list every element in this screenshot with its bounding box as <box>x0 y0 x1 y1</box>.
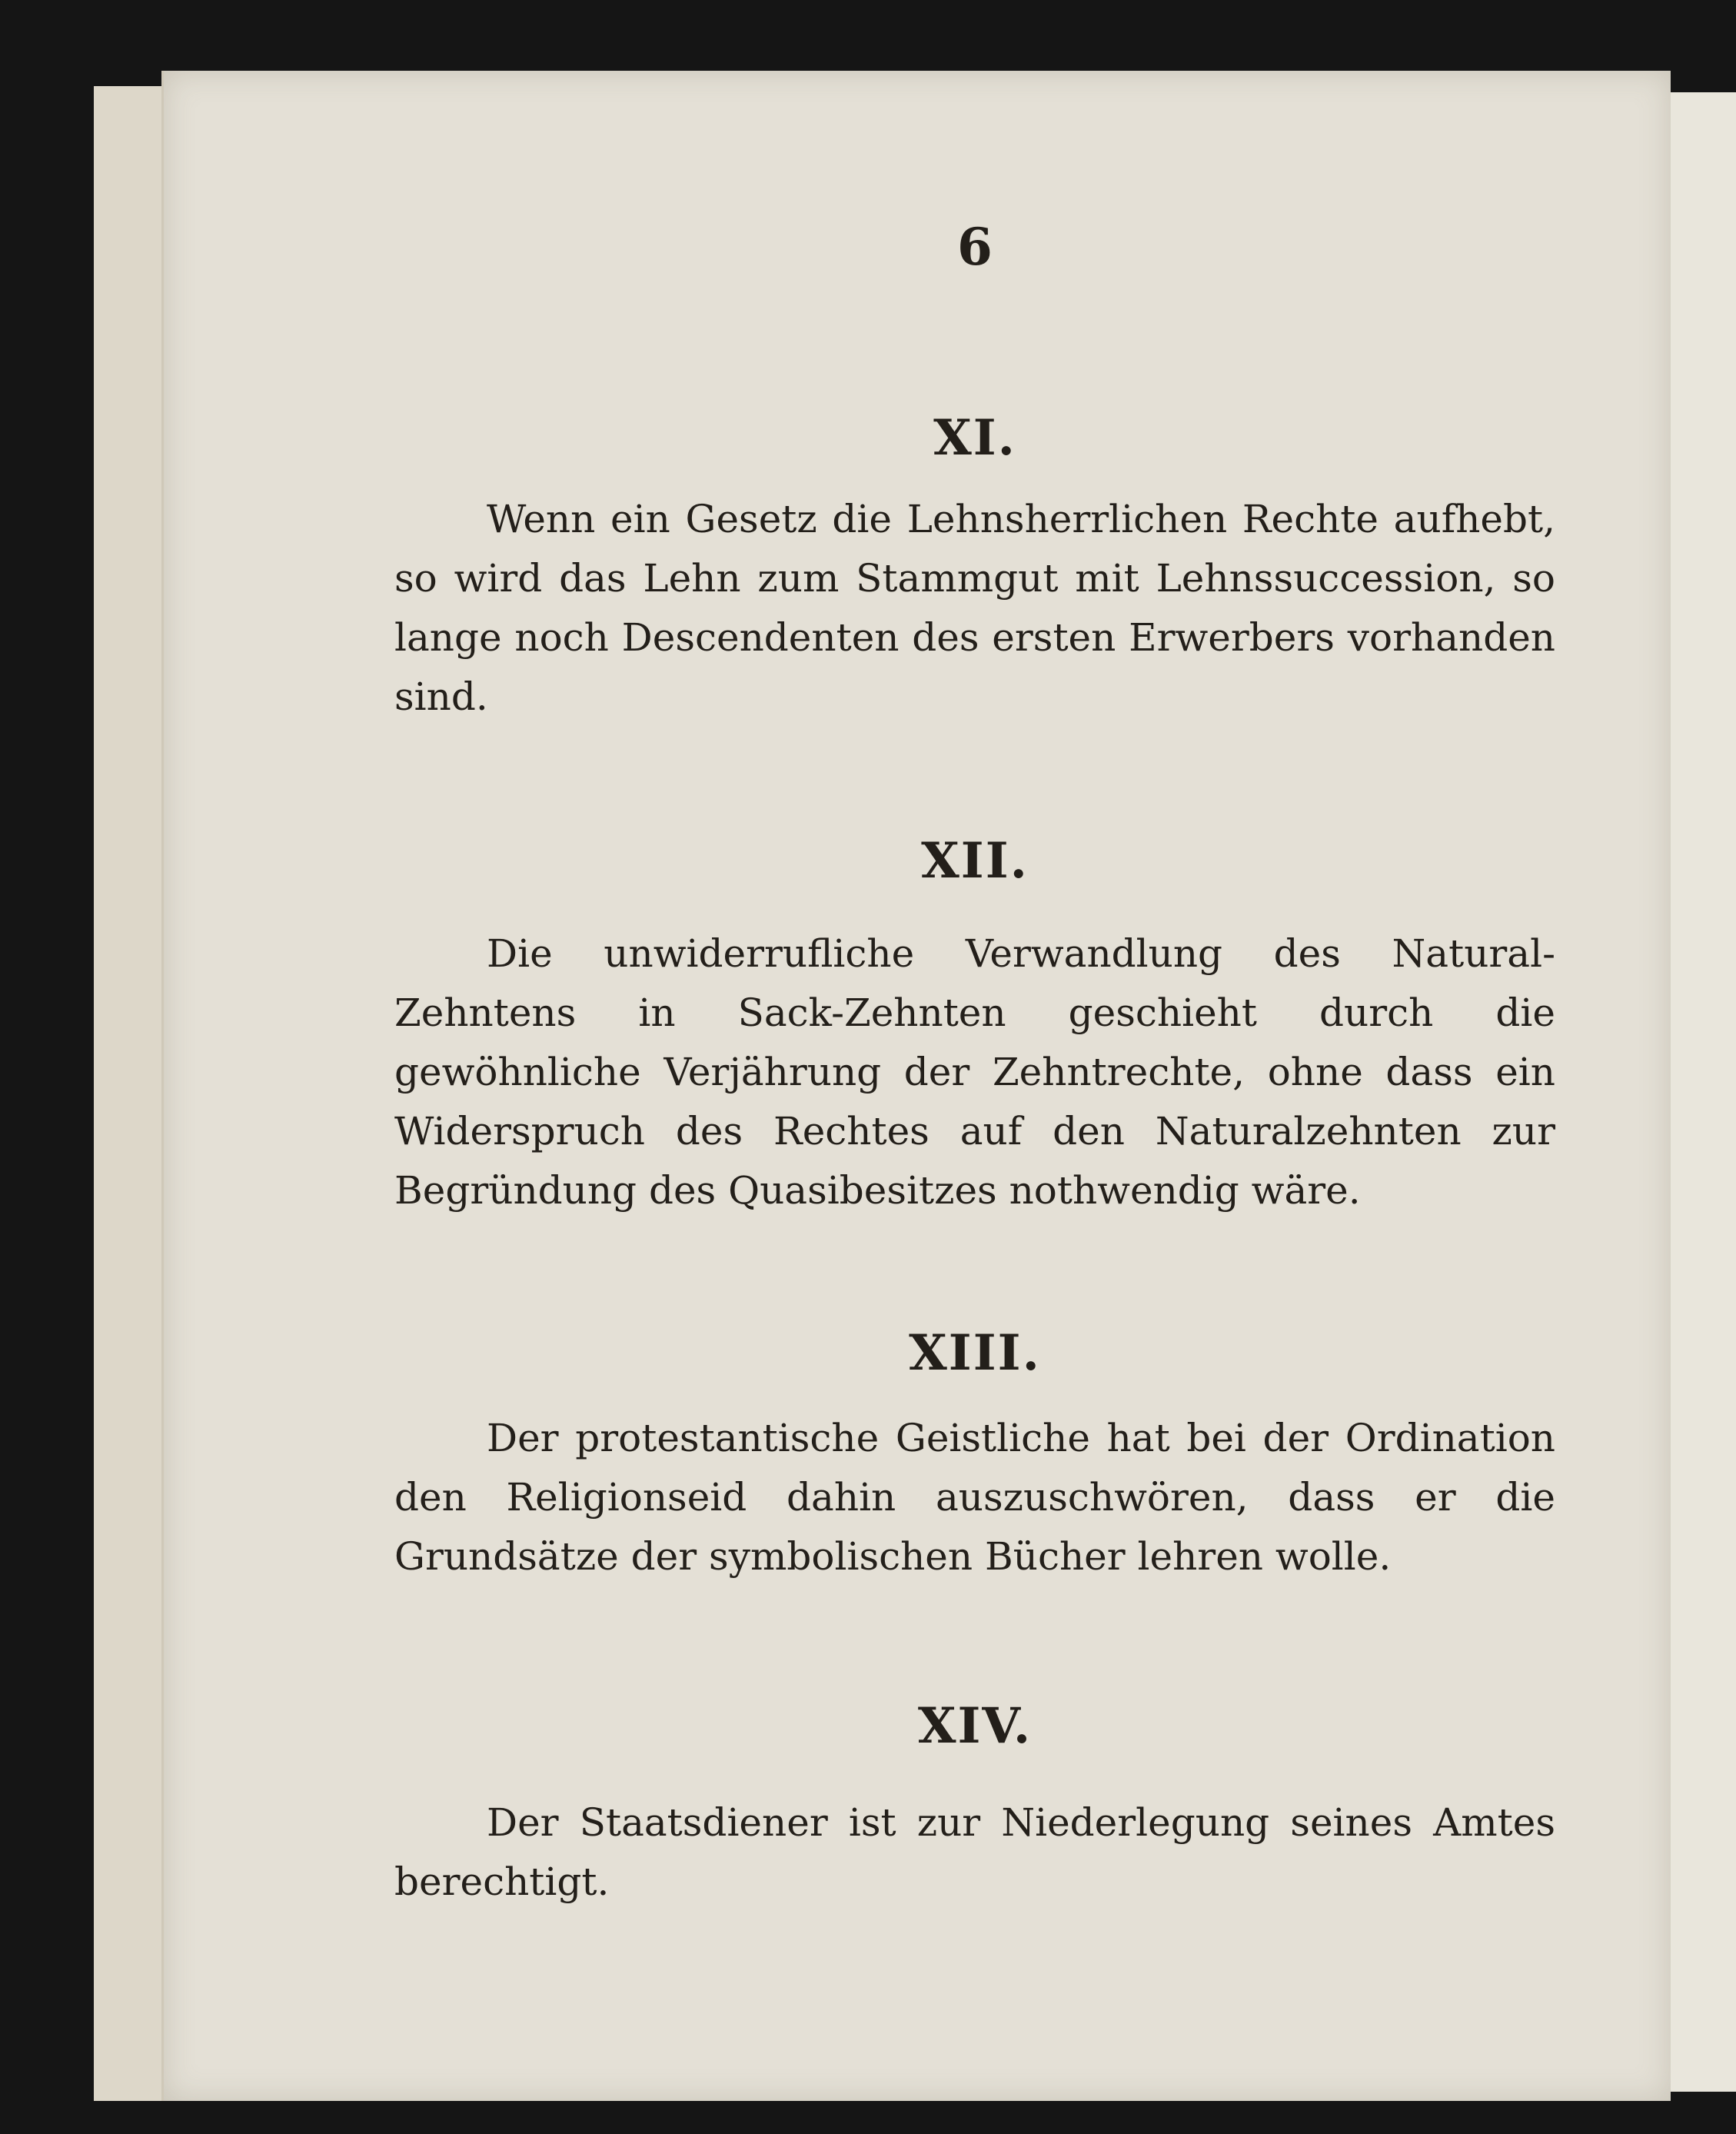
section-heading-xi: XI. <box>933 409 1016 467</box>
section-text-xiii-content: Der protestantische Geistliche hat bei der Ordination den Religionseid dahin auszuschwören, dass er die Grundsätze der symbolischen Bücher lehren wolle. <box>394 1416 1555 1579</box>
section-heading-xii: XII. <box>921 832 1029 890</box>
section-text-xi <box>394 490 1555 727</box>
document-page <box>161 71 1671 2101</box>
section-text-xi-content: Wenn ein Gesetz die Lehnsherrlichen Rechte aufhebt, so wird das Lehn zum Stammgut mit Lehnssuccession, so lange noch Descendenten des ersten Erwerbers vorhanden sind. <box>394 497 1555 719</box>
section-heading-xiv: XIV. <box>917 1697 1033 1755</box>
section-heading-xiii: XIII. <box>909 1324 1041 1382</box>
section-text-xiii <box>394 1409 1555 1586</box>
section-text-xiv-content: Der Staatsdiener ist zur Niederlegung seines Amtes berechtigt. <box>394 1800 1555 1904</box>
facing-page-edge <box>1662 92 1736 2092</box>
page-number: 6 <box>957 217 993 277</box>
section-text-xiv <box>394 1793 1555 1912</box>
section-text-xii <box>394 924 1555 1220</box>
section-text-xii-content: Die unwiderrufliche Verwandlung des Natural-Zehntens in Sack-Zehnten geschieht durch die gewöhnliche Verjährung der Zehntrechte, ohne dass ein Widerspruch des Rechtes auf den Naturalzehnten zur Begründung des Quasibesitzes nothwendig wäre. <box>394 931 1555 1213</box>
